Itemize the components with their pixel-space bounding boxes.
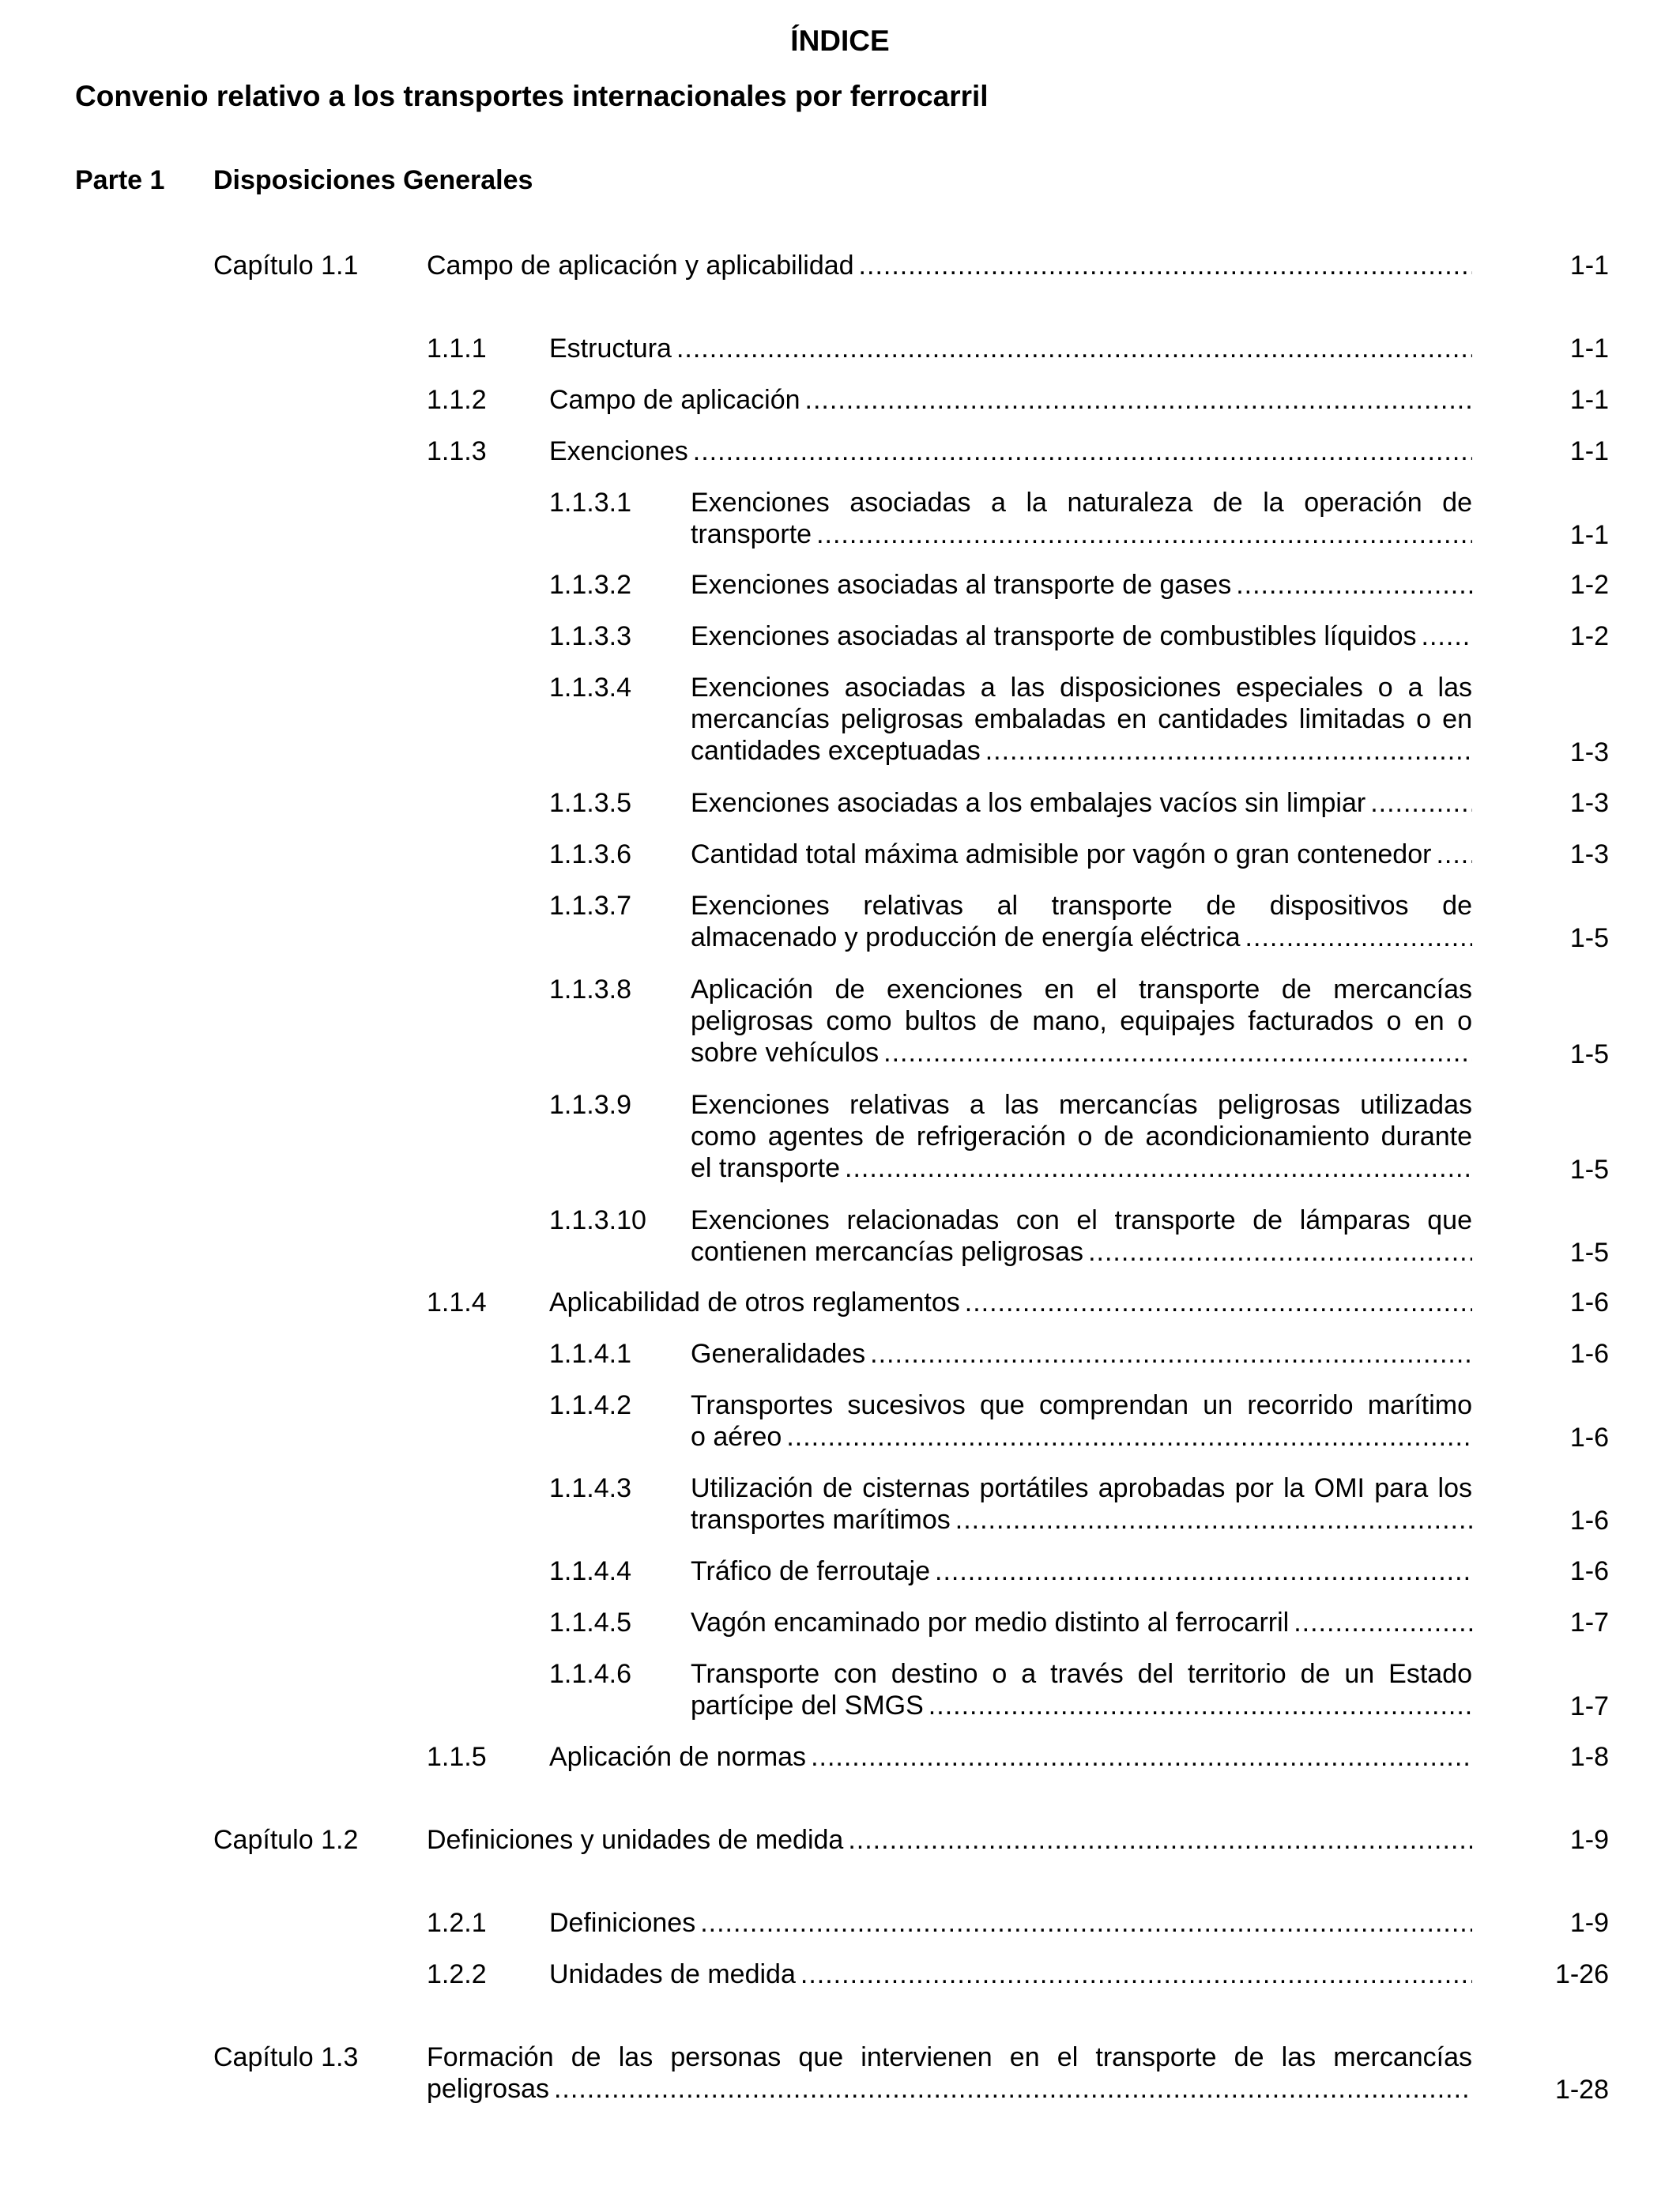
toc-entry-title: Exenciones relativas al transporte de dispositivos de (691, 891, 1472, 921)
dot-leader (786, 1421, 1472, 1453)
toc-entry-title: Generalidades (691, 1339, 866, 1369)
toc-page-number: 1-5 (1569, 1238, 1609, 1268)
toc-entry-title: como agentes de refrigeración o de acondicionamiento durante (691, 1122, 1472, 1152)
toc-page-number: 1-2 (1569, 621, 1609, 651)
toc-entry-number: 1.1.4.6 (549, 1659, 631, 1689)
dot-leader (1236, 569, 1472, 601)
toc-entry-number: 1.1.3.4 (549, 673, 631, 703)
toc-page-number: 1-3 (1569, 737, 1609, 767)
toc-entry-title: Exenciones asociadas a los embalajes vacíos sin limpiar (691, 788, 1366, 818)
dot-leader (845, 1152, 1472, 1184)
toc-entry-number: 1.1.4 (427, 1287, 487, 1318)
toc-page-number: 1-5 (1569, 923, 1609, 953)
toc-entry-number: 1.1.4.4 (549, 1556, 631, 1586)
toc-entry-number: Capítulo 1.2 (213, 1825, 359, 1855)
toc-entry-title: Campo de aplicación (549, 385, 800, 415)
toc-page-number: 1-3 (1569, 839, 1609, 869)
dot-leader (848, 1824, 1472, 1856)
toc-page-number: 1-6 (1569, 1287, 1609, 1318)
dot-leader (935, 1555, 1472, 1587)
dot-leader (811, 1741, 1472, 1773)
toc-entry-title: Exenciones relativas a las mercancías peligrosas utilizadas (691, 1090, 1472, 1120)
toc-entry-title: almacenado y producción de energía eléctrica (691, 922, 1241, 952)
toc-entry-title: Vagón encaminado por medio distinto al ferrocarril (691, 1608, 1290, 1638)
toc-entry-number: 1.1.5 (427, 1742, 487, 1772)
toc-entry-number: 1.2.2 (427, 1959, 487, 1989)
dot-leader (883, 1037, 1472, 1069)
toc-entry-number: 1.1.3.2 (549, 570, 631, 600)
toc-entry-title: partícipe del SMGS (691, 1691, 924, 1721)
toc-entry-title: Exenciones asociadas a las disposiciones especiales o a las (691, 673, 1472, 703)
toc-page-number: 1-6 (1569, 1423, 1609, 1453)
toc-page-number: 1-9 (1569, 1908, 1609, 1938)
dot-leader (1422, 620, 1472, 652)
toc-entry-number: 1.1.3.3 (549, 621, 631, 651)
toc-entry-title: Estructura (549, 334, 672, 364)
dot-leader (955, 1504, 1472, 1536)
toc-page-number: 1-7 (1569, 1608, 1609, 1638)
toc-entry-number: 1.1.4.5 (549, 1608, 631, 1638)
toc-page-number: 1-5 (1569, 1039, 1609, 1069)
toc-entry-title: sobre vehículos (691, 1038, 880, 1068)
toc-entry-title: Definiciones (549, 1908, 696, 1938)
toc-page-number: 1-28 (1554, 2075, 1609, 2105)
dot-leader (1088, 1236, 1472, 1268)
toc-entry-number: 1.1.3 (427, 436, 487, 466)
toc-entry-number: Capítulo 1.1 (213, 251, 359, 281)
toc-entry-title: contienen mercancías peligrosas (691, 1237, 1084, 1267)
toc-entry-title: Campo de aplicación y aplicabilidad (427, 251, 854, 281)
toc-page-number: 1-6 (1569, 1556, 1609, 1586)
toc-page-number: 1-6 (1569, 1506, 1609, 1536)
toc-entry-title: transporte (691, 519, 812, 549)
toc-page-number: 1-8 (1569, 1742, 1609, 1772)
toc-page-number: 1-1 (1569, 520, 1609, 550)
toc-entry-number: 1.1.3.10 (549, 1205, 646, 1235)
toc-entry-number: 1.1.3.6 (549, 839, 631, 869)
toc-entry-number: 1.1.3.5 (549, 788, 631, 818)
toc-entry-number: 1.1.3.1 (549, 488, 631, 518)
toc-entry-number: 1.1.4.3 (549, 1473, 631, 1503)
toc-entry-number: 1.1.3.9 (549, 1090, 631, 1120)
toc-entry-number: 1.2.1 (427, 1908, 487, 1938)
toc-page-number: 1-1 (1569, 334, 1609, 364)
toc-entry-title: mercancías peligrosas embaladas en cantidades limitadas o en (691, 704, 1472, 734)
dot-leader (800, 1958, 1472, 1990)
toc-page-number: 1-5 (1569, 1155, 1609, 1185)
toc-entry-title: Definiciones y unidades de medida (427, 1825, 844, 1855)
dot-leader (693, 435, 1472, 467)
toc-entry-title: peligrosas como bultos de mano, equipajes facturados o en o (691, 1006, 1472, 1036)
toc-page-number: 1-9 (1569, 1825, 1609, 1855)
toc-entry-title: Aplicación de exenciones en el transporte de mercancías (691, 974, 1472, 1005)
toc-entry-number: 1.1.4.1 (549, 1339, 631, 1369)
toc-entry-title: Utilización de cisternas portátiles aprobadas por la OMI para los (691, 1473, 1472, 1503)
toc-page-number: 1-7 (1569, 1691, 1609, 1721)
toc-entry-number: 1.1.4.2 (549, 1390, 631, 1420)
toc-entry-title: transportes marítimos (691, 1505, 951, 1535)
toc-page-number: 1-2 (1569, 570, 1609, 600)
toc-page-number: 1-1 (1569, 385, 1609, 415)
toc-entry-title: Transporte con destino o a través del territorio de un Estado (691, 1659, 1472, 1689)
dot-leader (554, 2073, 1472, 2105)
dot-leader (1294, 1607, 1472, 1638)
toc-page-number: 1-3 (1569, 788, 1609, 818)
dot-leader (700, 1907, 1472, 1939)
toc-entry-title: peligrosas (427, 2074, 549, 2104)
toc-entry-title: el transporte (691, 1153, 840, 1183)
dot-leader (985, 735, 1472, 767)
toc-entry-title: Aplicación de normas (549, 1742, 807, 1772)
dot-leader (805, 384, 1472, 416)
toc-entry-title: Unidades de medida (549, 1959, 796, 1989)
dot-leader (1436, 839, 1472, 870)
toc-entry-number: Capítulo 1.3 (213, 2042, 359, 2072)
toc-page-number: 1-1 (1569, 436, 1609, 466)
toc-entry-number: 1.1.3.8 (549, 974, 631, 1005)
toc-entry-title: Aplicabilidad de otros reglamentos (549, 1287, 960, 1318)
toc-entry-title: Exenciones (549, 436, 688, 466)
toc-page-number: 1-26 (1554, 1959, 1609, 1989)
page-title: ÍNDICE (790, 25, 890, 57)
toc-entry-title: Cantidad total máxima admisible por vagón o gran contenedor (691, 839, 1432, 869)
dot-leader (1245, 922, 1472, 953)
toc-entry-title: Tráfico de ferroutaje (691, 1556, 930, 1586)
part-title: Disposiciones Generales (213, 165, 533, 195)
toc-entry-number: 1.1.1 (427, 334, 487, 364)
dot-leader (929, 1690, 1472, 1721)
toc-entry-title: Exenciones relacionadas con el transporte de lámparas que (691, 1205, 1472, 1235)
toc-page-number: 1-1 (1569, 251, 1609, 281)
toc-entry-title: Formación de las personas que intervienen en el transporte de las mercancías (427, 2042, 1472, 2072)
toc-page-number: 1-6 (1569, 1339, 1609, 1369)
toc-entry-title: Transportes sucesivos que comprendan un recorrido marítimo (691, 1390, 1472, 1420)
document-subtitle: Convenio relativo a los transportes internacionales por ferrocarril (75, 80, 989, 112)
dot-leader (859, 250, 1472, 281)
toc-entry-title: o aéreo (691, 1422, 782, 1452)
toc-entry-title: cantidades exceptuadas (691, 736, 981, 766)
part-number: Parte 1 (75, 165, 165, 195)
toc-entry-number: 1.1.2 (427, 385, 487, 415)
dot-leader (676, 333, 1472, 364)
toc-entry-title: Exenciones asociadas al transporte de combustibles líquidos (691, 621, 1417, 651)
toc-entry-number: 1.1.3.7 (549, 891, 631, 921)
dot-leader (1370, 787, 1472, 819)
dot-leader (816, 518, 1472, 550)
toc-entry-title: Exenciones asociadas a la naturaleza de la operación de (691, 488, 1472, 518)
dot-leader (870, 1338, 1472, 1370)
toc-entry-title: Exenciones asociadas al transporte de gases (691, 570, 1232, 600)
dot-leader (965, 1287, 1472, 1318)
